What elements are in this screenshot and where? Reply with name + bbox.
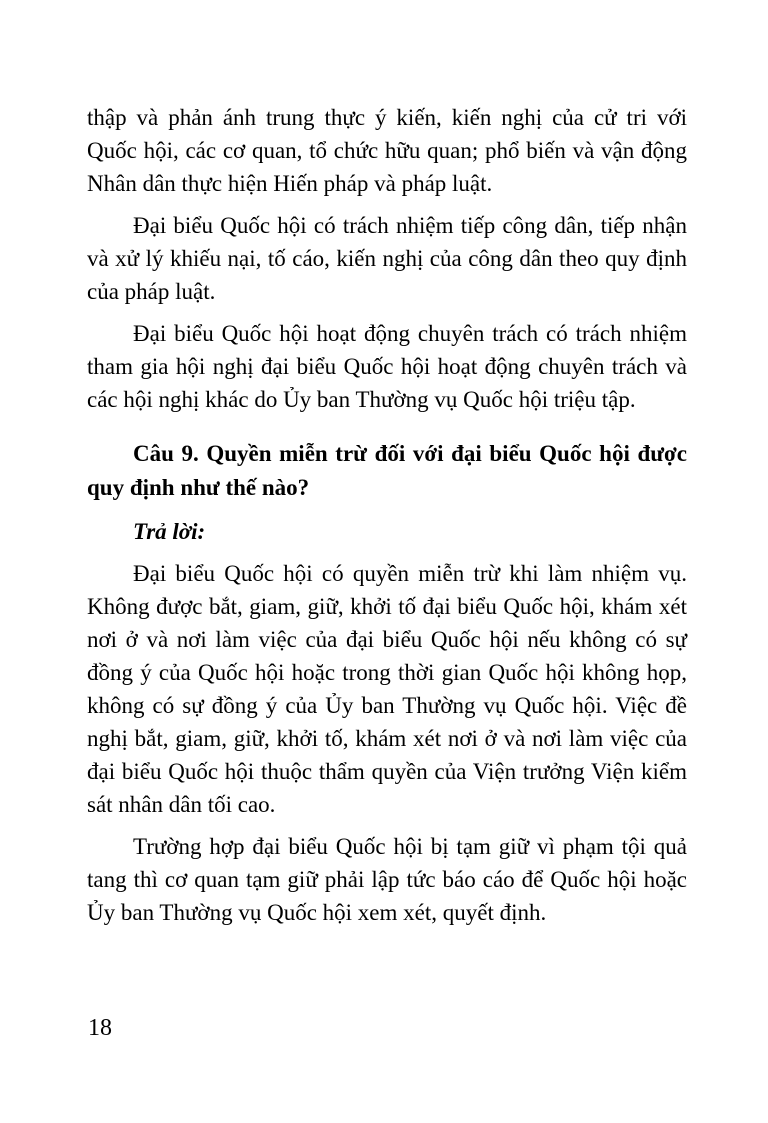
continuation-paragraph: thập và phản ánh trung thực ý kiến, kiến nghị của cử tri với Quốc hội, các cơ quan, tổ chức hữu quan; phổ biến và vận động Nhân dân thực hiện Hiến pháp và pháp luật. xyxy=(87,105,687,196)
page-number: 18 xyxy=(88,1015,112,1041)
body-paragraph: Đại biểu Quốc hội hoạt động chuyên trách có trách nhiệm tham gia hội nghị đại biểu Quốc hội hoạt động chuyên trách và các hội nghị khác do Ủy ban Thường vụ Quốc hội triệu tập. xyxy=(87,321,687,412)
text-block xyxy=(87,101,687,929)
question-heading: Câu 9. Quyền miễn trừ đối với đại biểu Quốc hội được quy định như thế nào? xyxy=(87,441,687,500)
answer-paragraph: Đại biểu Quốc hội có quyền miễn trừ khi làm nhiệm vụ. Không được bắt, giam, giữ, khởi tố đại biểu Quốc hội, khám xét nơi ở và nơi làm việc của đại biểu Quốc hội nếu không có sự đồng ý của Quốc hội hoặc trong thời gian Quốc hội không họp, không có sự đồng ý của Ủy ban Thường vụ Quốc hội. Việc đề nghị bắt, giam, giữ, khởi tố, khám xét nơi ở và nơi làm việc của đại biểu Quốc hội thuộc thẩm quyền của Viện trưởng Viện kiểm sát nhân dân tối cao. xyxy=(87,561,687,817)
answer-paragraph: Trường hợp đại biểu Quốc hội bị tạm giữ vì phạm tội quả tang thì cơ quan tạm giữ phải lập tức báo cáo để Quốc hội hoặc Ủy ban Thường vụ Quốc hội xem xét, quyết định. xyxy=(87,834,687,925)
body-paragraph: Đại biểu Quốc hội có trách nhiệm tiếp công dân, tiếp nhận và xử lý khiếu nại, tố cáo, kiến nghị của công dân theo quy định của pháp luật. xyxy=(87,213,687,304)
answer-label: Trả lời: xyxy=(133,519,206,544)
